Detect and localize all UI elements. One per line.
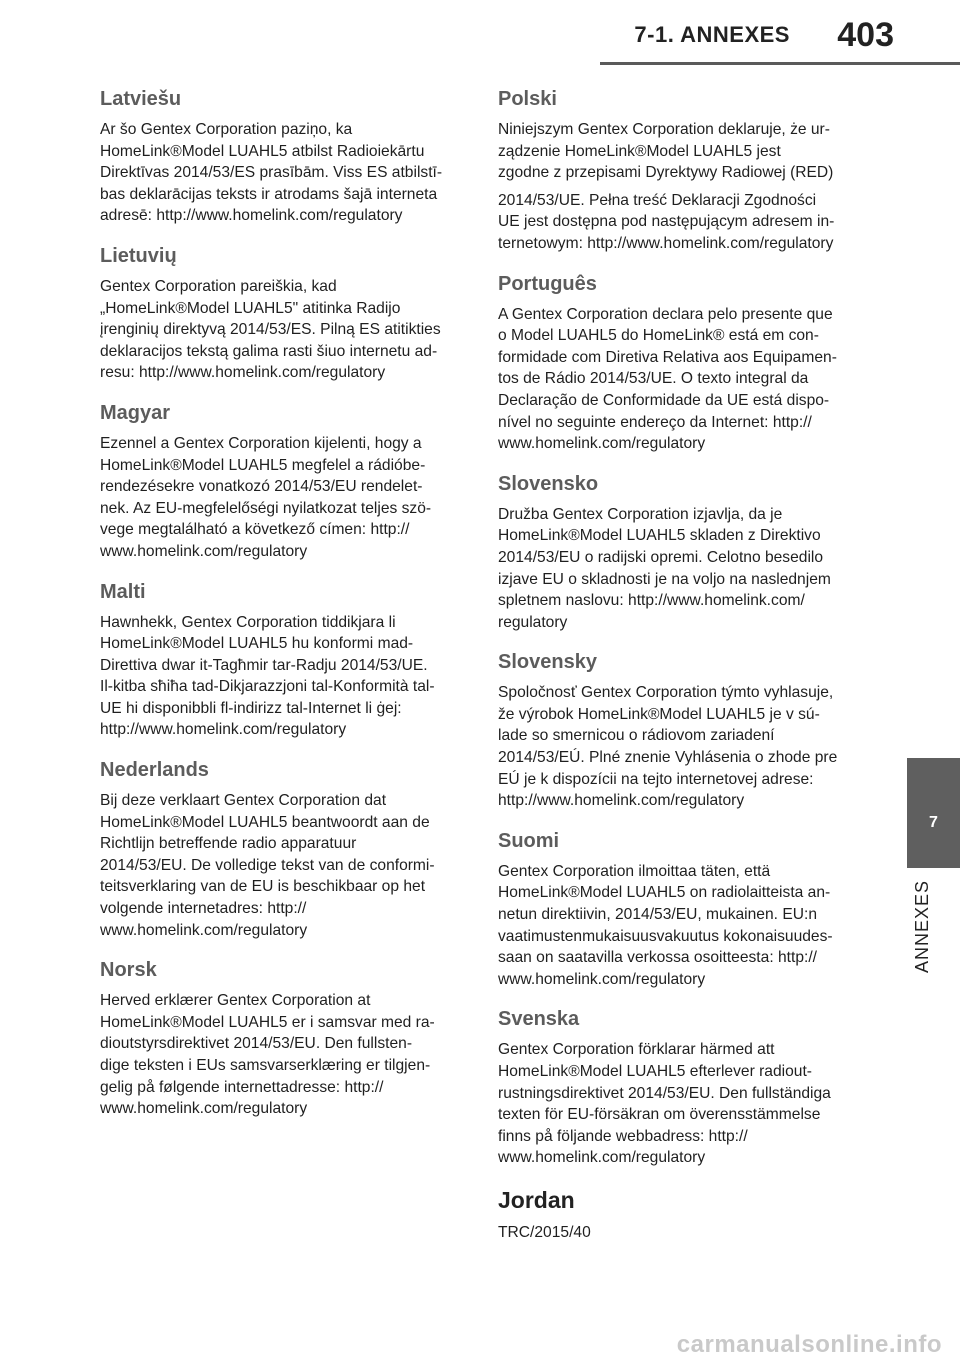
chapter-tab — [907, 758, 960, 868]
section-text: 2014/53/UE. Pełna treść Deklaracji Zgodności UE jest dostępna pod następującym adresem in- ternetowym: http://www.homelink.com/regulatory — [498, 191, 835, 252]
section-text: Bij deze verklaart Gentex Corporation dat HomeLink®Model LUAHL5 beantwoordt aan de Richtlijn betreffende radio apparatuur 2014/53/EU. De volledige tekst van de conformi- teitsverklaring van de EU is beschikbaar op het volgende internetadres: http:// www.homelink.com/regulatory — [100, 792, 435, 939]
section-text: Gentex Corporation förklarar härmed att HomeLink®Model LUAHL5 efterlever radiout- rustningsdirektivet 2014/53/EU. Den fullständiga texten för EU-försäkran om överensstämmelse finns på följande webbadress: http:// www.homelink.com/regulatory — [498, 1041, 831, 1167]
section-text: TRC/2015/40 — [498, 1223, 591, 1241]
section-nederlands — [100, 757, 460, 941]
left-column — [100, 86, 460, 1136]
section-title: 7-1. ANNEXES — [634, 22, 790, 47]
section-heading: Lietuvių — [100, 244, 177, 267]
page-number: 403 — [837, 16, 894, 54]
section-slovensky — [498, 649, 858, 812]
section-heading: Slovensky — [498, 651, 597, 674]
section-suomi — [498, 828, 858, 991]
right-column — [498, 86, 858, 1260]
chapter-number: 7 — [929, 814, 938, 831]
chapter-label — [912, 880, 942, 980]
header-rule — [600, 62, 960, 65]
section-text: Niniejszym Gentex Corporation deklaruje, że ur- ządzenie HomeLink®Model LUAHL5 jest zgodne z przepisami Dyrektywy Radiowej (RED) — [498, 121, 834, 182]
section-heading: Norsk — [100, 959, 157, 982]
section-norsk — [100, 957, 460, 1120]
section-text: Herved erklærer Gentex Corporation at HomeLink®Model LUAHL5 er i samsvar med ra- dioutstyrsdirektivet 2014/53/EU. Den fullsten- dige teksten i EUs samsvarserklæring er tilgjen- gelig på følgende internettadresse: http:// www.homelink.com/regulatory — [100, 992, 435, 1118]
section-malti — [100, 579, 460, 742]
section-heading: Português — [498, 272, 597, 295]
section-text: A Gentex Corporation declara pelo presente que o Model LUAHL5 do HomeLink® está em con- formidade com Diretiva Relativa aos Equipamen- tos de Rádio 2014/53/UE. O texto integral da Declaração de Conformidade da UE está dispo- nível no seguinte endereço da Internet: http:// www.homelink.com/regulatory — [498, 305, 837, 453]
section-svenska — [498, 1006, 858, 1169]
section-text: Ezennel a Gentex Corporation kijelenti, hogy a HomeLink®Model LUAHL5 megfelel a rádióbe- rendezésekre vonatkozó 2014/53/EU rendelet- nek. Az EU-megfelelőségi nyilatkozat teljes szö- vege megtalálható a következő címen: http:// www.homelink.com/regulatory — [100, 434, 432, 560]
section-latviesu — [100, 86, 460, 227]
section-heading: Malti — [100, 580, 146, 603]
section-text: Družba Gentex Corporation izjavlja, da je HomeLink®Model LUAHL5 skladen z Direktivo 2014/53/EU o radijski opremi. Celotno besedilo izjave EU o skladnosti je na voljo na naslednjem spletnem naslovu: http://www.homelink.com/ regulatory — [498, 505, 831, 631]
section-heading: Suomi — [498, 829, 560, 852]
watermark: carmanualsonline.info — [676, 1331, 942, 1358]
section-text: Spoločnosť Gentex Corporation týmto vyhlasuje, že výrobok HomeLink®Model LUAHL5 je v sú- lade so smernicou o rádiovom zariadení 2014/53/EÚ. Plné znenie Vyhlásenia o zhode pre EÚ je k dispozícii na tejto internetovej adrese: http://www.homelink.com/regulatory — [498, 684, 838, 810]
section-jordan — [498, 1185, 858, 1244]
section-portugues — [498, 271, 858, 455]
section-heading: Svenska — [498, 1008, 580, 1031]
section-heading: Slovensko — [498, 472, 599, 495]
page-header — [0, 0, 960, 70]
section-lietuviu — [100, 243, 460, 384]
chapter-label-text: ANNEXES — [912, 880, 932, 974]
section-heading: Jordan — [498, 1186, 575, 1213]
section-text: Ar šo Gentex Corporation paziņo, ka HomeLink®Model LUAHL5 atbilst Radioiekārtu Direktīvas 2014/53/ES prasībām. Viss ES atbilstī- bas deklarācijas teksts ir atrodams šajā interneta adresē: http://www.homelink.com/regulatory — [100, 121, 443, 225]
section-magyar — [100, 400, 460, 563]
section-heading: Latviešu — [100, 88, 182, 110]
section-text: Hawnhekk, Gentex Corporation tiddikjara li HomeLink®Model LUAHL5 hu konformi mad- Direttiva dwar it-Tagħmir tar-Radju 2014/53/UE. Il-kitba sħiħa tad-Dikjarazzjoni tal-Konformità tal- UE hi disponibbli fl-indirizz tal-Internet li ġej: http://www.homelink.com/regulatory — [100, 613, 435, 739]
section-text: Gentex Corporation ilmoittaa täten, että HomeLink®Model LUAHL5 on radiolaitteista an- netun direktiivin, 2014/53/EU, mukainen. EU:n vaatimustenmukaisuusvakuutus kokonaisuudes- saan on saatavilla verkossa osoitteesta: http:// www.homelink.com/regulatory — [498, 862, 833, 988]
section-heading: Magyar — [100, 401, 171, 424]
section-heading: Polski — [498, 88, 557, 110]
section-heading: Nederlands — [100, 759, 209, 782]
section-slovensko — [498, 471, 858, 634]
section-text: Gentex Corporation pareiškia, kad „HomeLink®Model LUAHL5" atitinka Radijo įrenginių direktyvą 2014/53/ES. Pilną ES atitikties deklaracijos tekstą galima rasti šiuo internetu ad- resu: http://www.homelink.com/regulatory — [100, 277, 441, 382]
section-polski — [498, 86, 858, 255]
